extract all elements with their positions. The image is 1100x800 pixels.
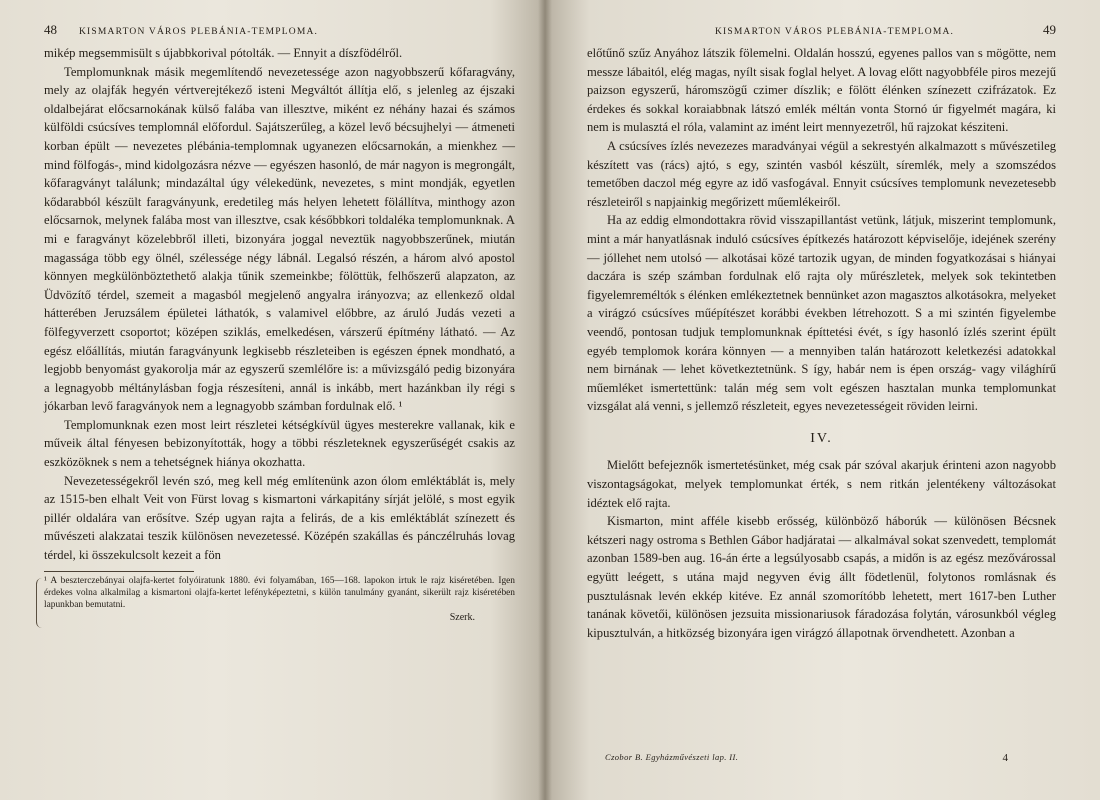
right-running-head	[587, 22, 1056, 40]
printer-signature-line: Czobor B. Egyházművészeti lap. II.	[605, 752, 739, 762]
left-paragraph-1: mikép megsemmisült s újabbkorival pótolták. — Ennyit a díszfödélről.	[44, 46, 403, 60]
margin-bracket-mark	[36, 578, 45, 628]
right-body-text	[587, 44, 1056, 642]
right-paragraph-2: A csúcsíves ízlés nevezezes maradványai végül a sekrestyén alkalmazott s művészetileg készített vas (rács) ajtó, s egy, szintén vasból készült, síremlék, mely a szomszédos temetőben daczol még egyre az idő vasfogával. Ennyit csúcsíves templomunk nevezetesebb részleteiről s napjainkig megőrizett műemlékeiről.	[587, 138, 1056, 209]
right-paragraph-5: Kismarton, mint afféle kisebb erősség, különböző háborúk — különösen Bécsnek kétszeri nagy ostroma s Bethlen Gábor hadjáratai — alkalmával sokat szenvedett, templomát azonban 1589-ben aug. 16-án érte a legsúlyosabb csapás, a midőn is az egész mezővárossal együtt leégett, s utána majd negyven évig állt födetlenül, folytonos romlásnak és pusztulásnak levén ekkép kitéve. Ez annál szomorítóbb lehetett, mert 1617-ben Luther tanának követői, különösen jezsuita missionariusok fáradozása folytán, városunkból végleg kipusztulván, a hitközség bizonyára igen virágzó állapotnak örvendhetett. Azonban a	[587, 514, 1056, 640]
printer-signature-number: 4	[1002, 752, 1008, 764]
left-paragraph-3: Templomunknak ezen most leirt részletei kétségkívül ügyes mesterekre vallanak, kik e műveik által fényesen bebizonyították, hogy a többi részleteknek egyszerűségét csakis az eszközöknek s nem a tehetségnek hiánya okozhatta.	[44, 417, 515, 470]
left-running-head	[44, 22, 515, 40]
left-page-number: 48	[44, 22, 57, 37]
left-body-text	[44, 44, 515, 565]
footnote	[44, 575, 515, 625]
footnote-rule	[44, 571, 194, 572]
right-page-number: 49	[1043, 22, 1056, 37]
right-paragraph-1: előtűnő szűz Anyához látszik fölemelni. Oldalán hosszú, egyenes pallos van s mögötte, nem messze lábaitól, elég magas, nyílt sisak foglal helyet. A lovag előtt nagyobbféle piros mezejű paizson egyszerű, háromszögű czimer díszlik; e fölött élénken színezett czifrázatok. Ez érdekes és sokkal koraiabbnak látszó emlék méltán vonta Stornó úr figyelmét magára, ki nem is mulasztá el róla, valamint az imént leirt mennyezetről, hű rajzokat késziteni.	[587, 46, 1056, 135]
right-paragraph-3: Ha az eddig elmondottakra rövid visszapillantást vetünk, látjuk, miszerint templomunk, mint a már hanyatlásnak induló csúcsíves építkezés határozott képviselője, idejének szerény — jóllehet nem utolsó — alkotásai közé tartozik ugyan, de minden fogyatkozásai s hiányai daczára is szép számban fordulnak elő rajta oly műrészletek, melyek sok tekintetben figyelemreméltók s élénken emlékeztetnek bennünket azon magasztos alkotásokra, melyeket a virágzó csúcsíves műépítészet korábbi években létrehozott. S a mi szintén figyelembe veendő, pontosan tudjuk templomunknak építtetési évét, s így hasonló ízlés szerint épült egyéb templomok korára könnyen — a mennyiben talán határozott keletkezési adatokkal nem birnának — lehet következtetnünk. S így, habár nem is épen ország- vagy világhírű műemléket ismertettünk: talán még sem volt egészen hasztalan munka templomunkat vizsgálat alá venni, s jellemző részleteit, egyes nevezetességeit röviden leirni.	[587, 213, 1056, 414]
left-page	[0, 0, 545, 800]
footnote-text: ¹ A beszterczebányai olajfa-kertet folyóiratunk 1880. évi folyamában, 165—168. lapokon irtuk le rajz kiséretében. Igen érdekes volna alkalmilag a kismartoni olajfa-kertet lefényképeztetni, s külön tanulmány gyanánt, sikerült rajz kiséretében lapunkban bemutatni.	[44, 575, 515, 611]
right-paragraph-4: Mielőtt befejeznők ismertetésünket, még csak pár szóval akarjuk érinteni azon nagyobb viszontagságokat, melyek templomunkat érték, s nem ritkán jelentékeny változásokat idéztek elő rajta.	[587, 458, 1056, 510]
section-heading: IV.	[810, 430, 833, 446]
left-paragraph-2: Templomunknak másik megemlítendő nevezetessége azon nagyobbszerű kőfaragvány, mely az olajfák hegyén vértverejtékező isteni Megváltót állítja elő, s jelenleg az éjszaki oldalbejárat előcsarnokának külső falába van illesztve, miként ez néhány hazai és számos külföldi csúcsíves templomnál előfordul. Sajátszerűleg, a közel levő bécsujhelyi — átmeneti korban épült — nevezetes plébánia-templomnak ugyanezen előcsarnokán, a mienkhez — mind fölfogás-, mind kidolgozásra nézve — egyészen hasonló, de már nagyon is megrongált, kőfaragványt találunk; mindazáltal úgy vélekedünk, nevezetes, s mint mondják, egyetlen kődarabból készült faragványunk, eredetileg más helyen lehetett fölállítva, minthogy azon előcsarnok, melynek falába most van illesztve, csak későbbkori toldaléka templomunknak. A mi e faragványt közelebbről illeti, bizonyára joggal neveztük nagyobbszerűnek, miután magassága több egy ölnél, szélessége négy lábnál. Legalsó részén, a három alvó apostol könnyen megkülönböztethető alakja tűnik szemeinkbe; fölöttük, felhőszerű alapzaton, az Üdvözítő térdel, szemeit a magasból megjelenő angyalra irányozva; az ellenkező oldal hátterében Jeruzsálem épületei láthatók, s valamivel előbbre, az áruló Judás vezeti a fölfegyverzett csoportot; középen sziklás, emelkedésen, várszerű építmény látható. — Az egész előállítás, miután faragványunk legkisebb részleteiben is egészen épnek mondható, a legjobb benyomást gyakorolja már az egyszerű szemlélőre is: a művizsgáló pedig bizonyára a legnagyobb méltánylásban fogja részesíteni, annál is inkább, mert hazánkban ily régi s jókarban levő faragványok nem a legnagyobb számban fordulnak elő. ¹	[44, 64, 515, 414]
left-running-title: KISMARTON VÁROS PLEBÁNIA-TEMPLOMA.	[79, 27, 319, 37]
right-running-title: KISMARTON VÁROS PLEBÁNIA-TEMPLOMA.	[715, 27, 955, 37]
right-page	[545, 0, 1100, 800]
left-paragraph-4: Nevezetességekről levén szó, meg kell még említenünk azon ólom emléktáblát is, mely az 1515-ben elhalt Veit von Fürst lovag s kismartoni várkapitány sírját jelölé, s most egyik pillér oldalára van erősítve. Szép ugyan rajta a felirás, de a kis emléktáblát színezett és művészeti alakzatai teszik különösen nevezetessé. Középén szakállas és pánczélruhás lovag térdel, ki összekulcsolt kezeit a fön	[44, 473, 515, 563]
footnote-signature: Szerk.	[449, 611, 475, 623]
